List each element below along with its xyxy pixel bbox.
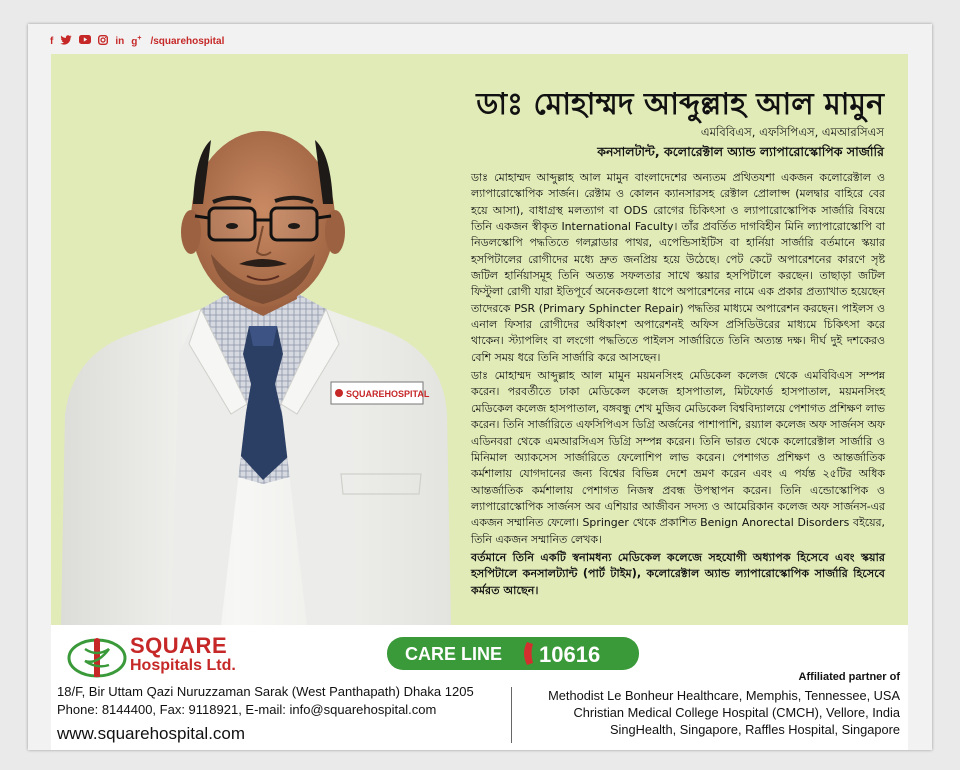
footer-divider (511, 687, 512, 743)
careline-badge[interactable] (387, 637, 639, 670)
brand-name: SQUARE (130, 633, 228, 658)
square-hospital-logo-icon (65, 635, 129, 681)
affiliates-list (548, 687, 900, 738)
affiliated-title: Affiliated partner of (798, 671, 900, 683)
youtube-icon[interactable] (79, 35, 91, 47)
social-links (50, 33, 224, 49)
bio-paragraph: ডাঃ মোহাম্মদ আব্দুল্লাহ আল মামুন বাংলাদেশের অন্যতম প্রথিতযশা একজন কলোরেক্টাল ও ল্যাপারোস্কোপিক সার্জন। রেক্টাম ও কোলন ক্যানসারসহ রেক্টাল প্রোলাপ্স (মলদ্বার বাহিরে বের হয়ে আসা), বাধাগ্রস্থ মলত্যাগ বা ODS রোগের চিকিৎসা ও ল্যাপারোস্কোপিক সার্জারি বিষয়ে তিনি একজন স্বীকৃত International Faculty। তাঁর প্রবর্তিত দাগবিহীন মিনি ল্যাপারোস্কোপি বা নিডলস্কোপি পদ্ধতিতে গলব্লাডার পাথর, এপেন্ডিসাইটিস বা হার্নিয়া সার্জারি বর্তমানে স্কয়ার হসপিটালের রোগীদের মধ্যে দ্রুত জনপ্রিয় হয়ে উঠেছে। পেট কেটে অপারেশনের কারণে সৃষ্ট জটিল হার্নিয়াসমূহ তিনি অত্যন্ত সফলতার সাথে স্কয়ার হসপিটালে করছেন। তাছাড়া জটিল ফিস্টুলা রোগী যারা ইতিপূর্বে অনেকগুলো ধাপে অপারেশনের নামে এক প্রকার প্রত্যাখাত হয়েছেন তাদেরকে PSR (Primary Sphincter Repair) পদ্ধতির মাধ্যমে অপারেশন করছেন। পাইলস ও এনাল ফিসার রোগীদের অধিকাংশ অপারেশনই অফিস প্রসিডিউরের মাধ্যমে চিকিৎসা করে থাকেন। স্ট্যাপলিং বা লংগো পদ্ধতিতে পাইলস সার্জারিতে তিনি অত্যন্ত দক্ষ। দীর্ঘ দুই দশকেরও বেশি সময় ধরে তিনি সার্জারি করে আসছেন। (471, 171, 885, 364)
affiliate-item: SingHealth, Singapore, Raffles Hospital, Singapore (609, 722, 900, 737)
doctor-biography (471, 170, 885, 601)
affiliate-item: Methodist Le Bonheur Healthcare, Memphis, Tennessee, USA (548, 688, 900, 703)
googleplus-icon[interactable]: g+ (131, 34, 142, 48)
bio-paragraph: বর্তমানে তিনি একটি স্বনামধন্য মেডিকেল কলেজে সহযোগী অধ্যাপক হিসেবে এবং স্কয়ার হসপিটালে কনসালট্যান্ট (পার্ট টাইম), কলোরেক্টাল অ্যান্ড ল্যাপারোস্কোপিক সার্জারি হিসেবে কর্মরত আছেন। (471, 550, 885, 597)
instagram-icon[interactable] (98, 35, 108, 48)
twitter-icon[interactable] (60, 35, 72, 48)
contact-line[interactable]: Phone: 8144400, Fax: 9118921, E-mail: info@squarehospital.com (57, 701, 437, 717)
hospital-footer (51, 625, 908, 750)
affiliate-item: Christian Medical College Hospital (CMCH), Vellore, India (573, 705, 900, 720)
brand-subtitle: Hospitals Ltd. (130, 657, 236, 674)
doctor-profile-panel (51, 54, 908, 625)
social-handle[interactable]: /squarehospital (150, 35, 225, 47)
careline-label: CARE LINE (405, 644, 503, 664)
website-link[interactable]: www.squarehospital.com (57, 724, 246, 743)
careline-number[interactable]: 10616 (539, 642, 601, 667)
linkedin-icon[interactable]: in (115, 35, 125, 47)
doctor-name: ডাঃ মোহাম্মদ আব্দুল্লাহ আল মামুন (476, 87, 884, 122)
doctor-photo (51, 54, 471, 625)
doctor-designation: কনসালটান্ট, কলোরেক্টাল অ্যান্ড ল্যাপারোস্কোপিক সার্জারি (597, 144, 884, 159)
address-line: 18/F, Bir Uttam Qazi Nuruzzaman Sarak (West Panthapath) Dhaka 1205 (57, 684, 474, 699)
coat-badge-text: SQUAREHOSPITAL (346, 389, 430, 399)
hospital-address (57, 683, 474, 718)
facebook-icon[interactable]: f (50, 35, 54, 47)
bio-paragraph: ডাঃ মোহাম্মদ আব্দুল্লাহ আল মামুন ময়মনসিংহ মেডিকেল কলেজ থেকে এমবিবিএস সম্পন্ন করেন। পরবর্তীতে ঢাকা মেডিকেল কলেজ হাসপাতাল, মিটফোর্ড হাসপাতাল, ময়মনসিংহ মেডিকেল কলেজ হাসপাতাল, বঙ্গবন্ধু শেখ মুজিব মেডিকেল বিশ্ববিদ্যালয়ে পেশাগত প্রশিক্ষণ লাভ করেন। তিনি সার্জারিতে এফসিপিএস ডিগ্রি অর্জনের পাশাপাশি, রয়্যাল কলেজ অফ সার্জনস অফ এডিনবরা থেকে এমআরসিএস ডিগ্রি সম্পন্ন করেন। তিনি ভারত থেকে কলোরেক্টাল সার্জারি ও মিনিমাল অ্যাকসেস সার্জারিতে ফেলোশিপ লাভ করেন। পেশাগত প্রশিক্ষণ ও আন্তর্জাতিক কর্মশালায় যোগদানের জন্য বিশ্বের বিভিন্ন দেশে ভ্রমণ করেন এবং এ পর্যন্ত ২৫টির অধিক আন্তর্জাতিক কর্মশালায় পেশাগত নিজস্ব প্রবন্ধ উপস্থাপন করেন। তিনি এন্ডোস্কোপিক ও ল্যাপারোস্কোপিক সার্জনস অব এশিয়ার আজীবন সদস্য ও আমেরিকান কলেজ অফ সার্জনস-এর একজন সম্মানিত ফেলো। Springer থেকে প্রকাশিত Benign Anorectal Disorders বইয়ের, তিনি একজন সম্মানিত লেখক। (471, 369, 885, 546)
doctor-degrees: এমবিবিএস, এফসিপিএস, এমআরসিএস (700, 125, 884, 139)
